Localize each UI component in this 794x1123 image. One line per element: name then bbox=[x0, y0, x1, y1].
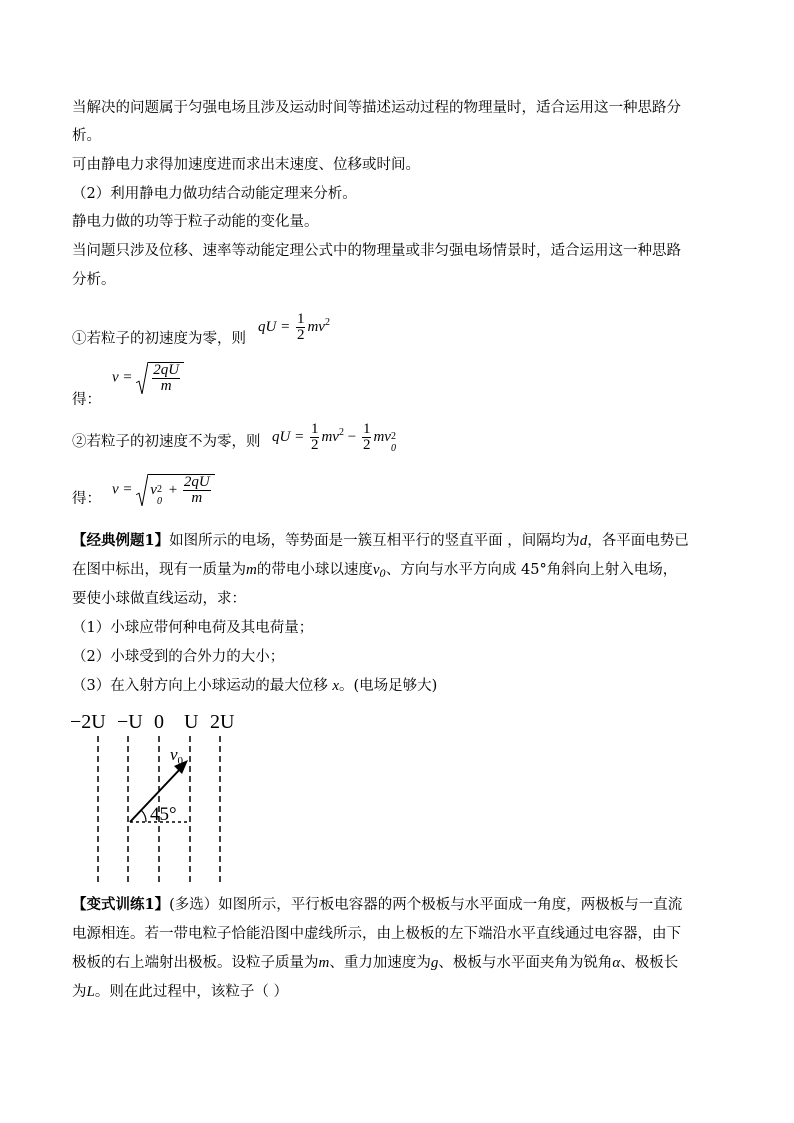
fraction-half bbox=[296, 312, 306, 343]
example-text: 在图中标出，现有一质量为 bbox=[72, 562, 246, 578]
exponent: 2 bbox=[156, 483, 162, 495]
potential-label-4: U bbox=[184, 711, 199, 733]
frac-num: 1 bbox=[362, 421, 371, 437]
term-2: mv bbox=[373, 428, 391, 445]
v-equals: v = bbox=[112, 369, 133, 386]
question-3 bbox=[72, 676, 437, 696]
paragraph-5-line-2: 分析。 bbox=[72, 272, 116, 288]
velocity-label: $v_0$ bbox=[170, 745, 184, 767]
fraction-half bbox=[310, 422, 320, 453]
variant-text: 、极板长 bbox=[620, 955, 679, 971]
paragraph-2: 可由静电力求得加速度进而求出末速度、位移或时间。 bbox=[72, 157, 420, 173]
subscript: 0 bbox=[379, 569, 386, 580]
question-2: （2）小球受到的合外力的大小； bbox=[72, 649, 285, 665]
term-1: mv bbox=[321, 428, 339, 445]
result-2-equation bbox=[112, 474, 215, 506]
variant-line-3 bbox=[72, 953, 678, 973]
paragraph-1-line-1: 当解决的问题属于匀强电场且涉及运动时间等描述运动过程的物理量时，适合运用这一种思路分 bbox=[72, 100, 681, 116]
result-label-1: 得： bbox=[72, 392, 101, 408]
frac-den: 2 bbox=[362, 437, 371, 453]
variant-text: 极板的右上端射出极板。设粒子质量为 bbox=[72, 955, 319, 971]
exponent: 2 bbox=[390, 430, 396, 442]
example-text: 的带电小球以速度 bbox=[256, 562, 373, 578]
electric-field-diagram bbox=[70, 706, 250, 886]
paragraph-5-line-1: 当问题只涉及位移、速率等动能定理公式中的物理量或非匀强电场情景时，适合运用这一种思路 bbox=[72, 243, 681, 259]
variant-line-1 bbox=[72, 895, 682, 915]
frac-den: 2 bbox=[310, 437, 319, 453]
case-1-equation bbox=[258, 312, 330, 343]
minus-sign: − bbox=[347, 428, 357, 445]
frac-den: m bbox=[183, 490, 211, 506]
potential-label-3: 0 bbox=[154, 711, 164, 733]
variant-text: 。则在此过程中，该粒子（ ） bbox=[94, 984, 288, 1000]
exponent: 2 bbox=[324, 316, 330, 328]
angle-arc bbox=[141, 810, 146, 822]
variant-text: 、重力加速度为 bbox=[329, 955, 431, 971]
example-text: ，各平面电势已 bbox=[587, 533, 689, 549]
result-1-equation bbox=[112, 362, 184, 394]
example-line-1 bbox=[72, 531, 689, 551]
plus-sign: + bbox=[168, 481, 178, 498]
example-text: 如图所示的电场，等势面是一簇互相平行的竖直平面 ，间隔均为 bbox=[169, 533, 580, 549]
eq-left: qU = bbox=[258, 318, 291, 335]
frac-den: 2 bbox=[296, 327, 305, 343]
sqrt-1 bbox=[136, 362, 184, 394]
frac-num: 2qU bbox=[183, 474, 210, 490]
var-alpha: α bbox=[612, 955, 621, 971]
v0-term: v bbox=[150, 481, 157, 498]
var-x: x bbox=[332, 678, 340, 694]
frac-num: 2qU bbox=[153, 362, 180, 378]
subscript: 0 bbox=[390, 442, 396, 454]
exponent: 2 bbox=[338, 426, 344, 438]
case-2-equation bbox=[272, 422, 399, 453]
example-line-3: 要使小球做直线运动，求： bbox=[72, 591, 246, 607]
fraction-half-2 bbox=[362, 422, 372, 453]
radical-icon bbox=[136, 474, 148, 506]
example-tag: 【经典例题1】 bbox=[72, 532, 170, 549]
eq-right: mv bbox=[307, 318, 325, 335]
variant-text: (多选）如图所示，平行板电容器的两个极板与水平面成一角度，两极板与一直流 bbox=[169, 897, 683, 913]
case-1-text: ①若粒子的初速度为零，则 bbox=[72, 331, 246, 347]
var-d: d bbox=[579, 533, 588, 549]
sqrt-fraction bbox=[152, 363, 180, 394]
example-line-2 bbox=[72, 560, 677, 585]
variant-text: 为 bbox=[72, 984, 87, 1000]
question-text: （3）在入射方向上小球运动的最大位移 bbox=[72, 678, 328, 694]
paragraph-4: 静电力做的功等于粒子动能的变化量。 bbox=[72, 214, 319, 230]
case-2-text: ②若粒子的初速度不为零，则 bbox=[72, 434, 261, 450]
sqrt-fraction bbox=[183, 475, 211, 506]
angle-label: 45° bbox=[150, 804, 177, 825]
variant-text: 、极板与水平面夹角为锐角 bbox=[438, 955, 613, 971]
var-m: m bbox=[246, 562, 257, 578]
eq-left: qU = bbox=[272, 428, 305, 445]
variant-tag: 【变式训练1】 bbox=[72, 896, 170, 913]
potential-label-1: −2U bbox=[70, 711, 106, 733]
question-text: 。(电场足够大) bbox=[339, 678, 438, 694]
var-g: g bbox=[430, 955, 439, 971]
result-label-2: 得： bbox=[72, 491, 101, 507]
variant-line-4 bbox=[72, 982, 288, 1002]
paragraph-3: （2）利用静电力做功结合动能定理来分析。 bbox=[72, 186, 357, 202]
var-m: m bbox=[318, 955, 330, 971]
question-1: （1）小球应带何种电荷及其电荷量； bbox=[72, 620, 314, 636]
potential-label-2: −U bbox=[117, 711, 143, 733]
paragraph-1-line-2: 析。 bbox=[72, 128, 101, 144]
example-text: 、方向与水平方向成 45°角斜向上射入电场， bbox=[385, 562, 678, 578]
potential-label-5: 2U bbox=[210, 711, 235, 733]
var-v0: v bbox=[372, 562, 380, 578]
subscript: 0 bbox=[156, 495, 162, 507]
frac-den: m bbox=[152, 378, 180, 394]
v-equals: v = bbox=[112, 481, 133, 498]
variant-line-2: 电源相连。若一带电粒子恰能沿图中虚线所示，由上极板的左下端沿水平直线通过电容器，由下 bbox=[72, 926, 681, 942]
sqrt-2 bbox=[136, 474, 214, 506]
radical-icon bbox=[136, 362, 148, 394]
frac-num: 1 bbox=[296, 311, 305, 327]
frac-num: 1 bbox=[310, 421, 319, 437]
var-L: L bbox=[86, 984, 95, 1000]
